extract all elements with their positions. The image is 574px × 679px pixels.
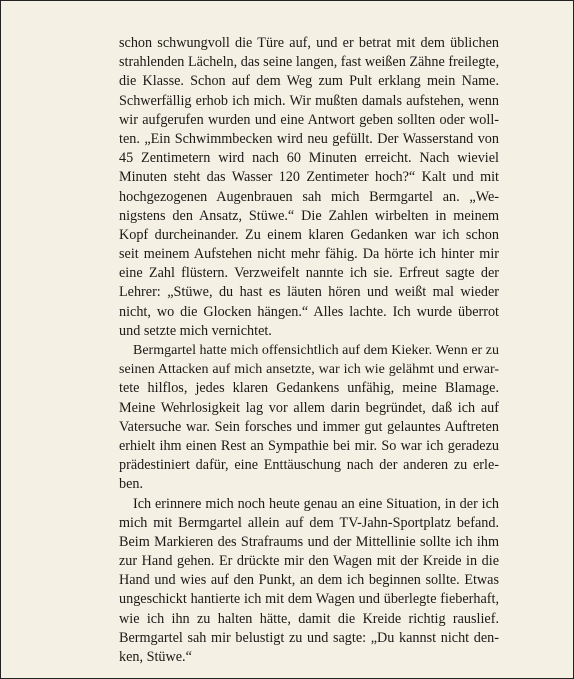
text-line: erhielt ihm einen Rest an Sympathie bei mir. So war ich geradezu [119,437,499,454]
text-line: Kopf durcheinander. Zu einem klaren Gedanken war ich schon [119,226,499,243]
text-line: Bermgartel sah mir belustigt zu und sagte: „Du kannst nicht den- [119,629,499,646]
text-line: eine Zahl flüstern. Verzweifelt nannte ich sie. Erfreut sagte der [119,265,499,282]
text-line: zur Hand gehen. Er drückte mir den Wagen mit der Kreide in die [119,553,499,570]
text-line: wie ich ihn zu halten hätte, damit die Kreide richtig rauslief. [119,610,499,627]
text-line: mich mit Bermgartel allein auf dem TV-Jahn-Sportplatz befand. [119,514,499,531]
text-line: Vatersuche war. Sein forsches und immer gut gelauntes Auftreten [119,418,499,435]
text-line: wir aufgerufen wurden und eine Antwort geben sollten oder woll- [119,111,499,128]
text-line: tete hilflos, jedes klaren Gedankens unfähig, meine Blamage. [119,380,499,397]
text-line: Schwerfällig erhob ich mich. Wir mußten damals aufstehen, wenn [119,92,499,109]
text-line: seinen Attacken auf mich ansetzte, war ich wie gelähmt und erwar- [119,362,499,378]
page-text [119,34,499,667]
paragraph [119,34,499,341]
text-line: seit meinem Aufstehen nicht mehr fähig. Da hörte ich hinter mir [119,246,499,263]
text-line: die Klasse. Schon auf dem Weg zum Pult erklang mein Name. [119,73,499,90]
text-line: nicht, wo die Glocken hängen.“ Alles lachte. Ich wurde überrot [119,303,499,320]
text-line: schon schwungvoll die Türe auf, und er betrat mit dem üblichen [119,35,499,51]
text-line: nigstens den Ansatz, Stüwe.“ Die Zahlen wirbelten in meinem [119,207,499,224]
text-line: ungeschickt hantierte ich mit dem Wagen und überlegte fieberhaft, [119,591,499,608]
text-line: Hand und wies auf den Punkt, an dem ich beginnen sollte. Etwas [119,572,499,589]
paragraph [119,495,499,668]
text-line: Lehrer: „Stüwe, du hast es läuten hören und weißt mal wieder [119,284,499,301]
text-line: Meine Wehrlosigkeit lag vor allem darin begründet, daß ich auf [119,399,499,416]
text-line: Beim Markieren des Strafraums und der Mittellinie sollte ich ihm [119,533,499,550]
text-line: ken, Stüwe.“ [119,649,192,665]
text-line: hochgezogenen Augenbrauen sah mich Bermgartel an. „We- [119,188,499,205]
text-line: Ich erinnere mich noch heute genau an eine Situation, in der ich [133,495,499,512]
text-line: und setzte mich vernichtet. [119,322,272,339]
text-line: ten. „Ein Schwimmbecken wird neu gefüllt. Der Wasserstand von [119,130,499,147]
text-line: strahlenden Lächeln, das seine langen, fast weißen Zähne freilegte, [119,54,500,71]
text-line: prädestiniert dafür, eine Enttäuschung nach der anderen zu erle- [119,457,499,474]
paragraph [119,341,499,495]
text-line: ben. [119,476,144,493]
text-line: Bermgartel hatte mich offensichtlich auf dem Kieker. Wenn er zu [133,343,499,358]
text-line: 45 Zentimetern wird nach 60 Minuten erreicht. Nach wieviel [119,150,499,167]
text-line: Minuten steht das Wasser 120 Zentimeter hoch?“ Kalt und mit [119,169,499,186]
